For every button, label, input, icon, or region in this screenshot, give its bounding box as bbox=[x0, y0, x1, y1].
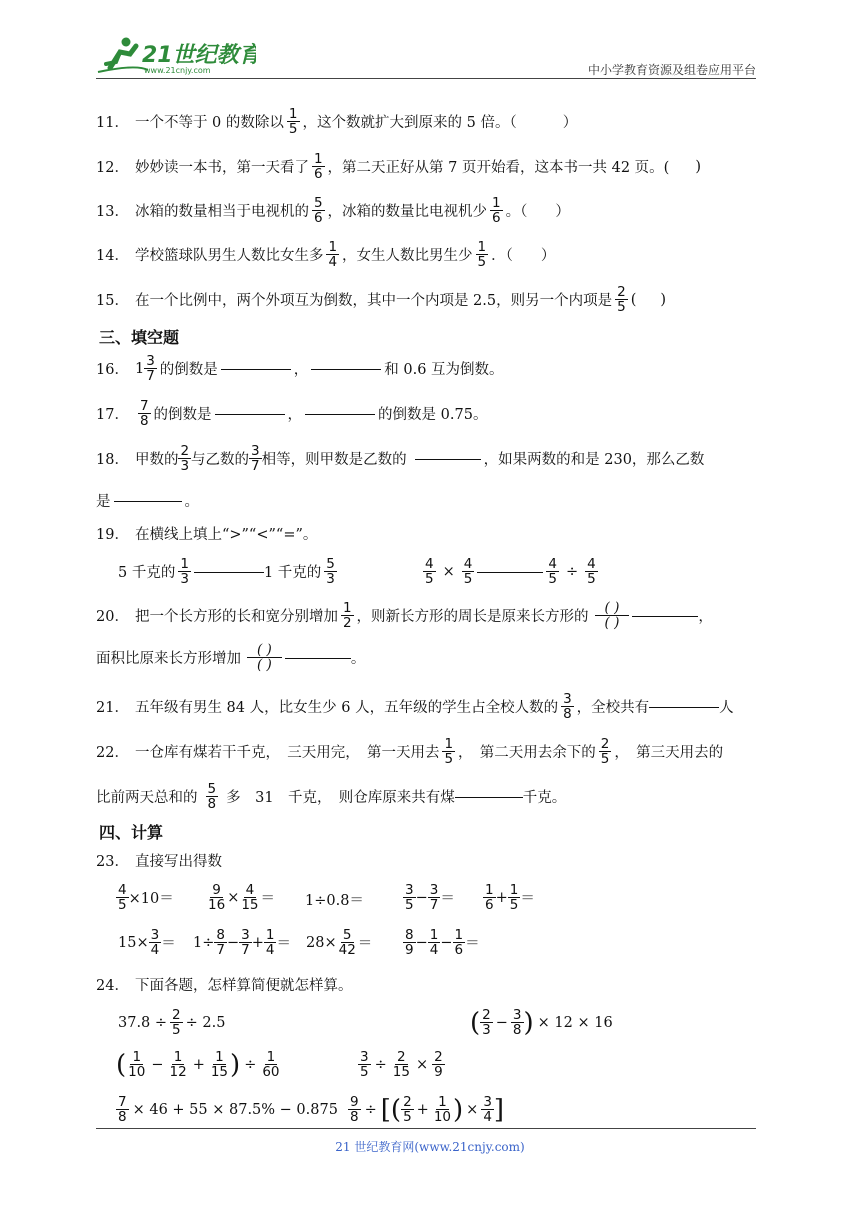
platform-name: 中小学教育资源及组卷应用平台 bbox=[587, 63, 756, 77]
site-logo bbox=[96, 34, 256, 78]
section-calculation: 四、计算 bbox=[99, 823, 164, 842]
question-11: 11． 一个不等于 0 的数除以 $\frac{1}{5}$ ，这个数就扩大到原来的 5 倍。（ ） bbox=[96, 106, 578, 138]
question-21: 21． 五年级有男生 84 人，比女生少 6 人，五年级的学生占全校人数的 $\frac{3}{8}$ ，全校共有 人 bbox=[96, 691, 734, 723]
q24-expr-2: ( $\frac{2}{3}$ − $\frac{3}{8}$ ) × 12 × 16 bbox=[470, 1007, 613, 1039]
question-19-part2: $\frac{4}{5}$ × $\frac{4}{5}$ $\frac{4}{5}$ ÷ $\frac{4}{5}$ bbox=[425, 556, 596, 588]
question-17: 17． $\frac{7}{8}$ 的倒数是 ， 的倒数是 0.75。 bbox=[96, 398, 488, 430]
question-23: 23． 直接写出得数 bbox=[96, 854, 222, 870]
question-18: 18． 甲数的 $\frac{2}{3}$ 与乙数的 $\frac{3}{7}$ 相等，则甲数是乙数的 ，如果两数的和是 230，那么乙数 bbox=[96, 443, 705, 475]
question-19: 19． 在横线上填上“>”“<”“=”。 bbox=[96, 527, 318, 543]
q23-item-3: 1÷0.8＝ bbox=[305, 893, 364, 909]
question-24: 24． 下面各题，怎样算简便就怎样算。 bbox=[96, 978, 353, 994]
q23-item-8: 28× $\frac{5}{42}$ ＝ bbox=[306, 927, 373, 959]
q23-item-5: $\frac{1}{6}$ + $\frac{1}{5}$ ＝ bbox=[485, 882, 535, 914]
question-15: 15． 在一个比例中，两个外项互为倒数，其中一个内项是 2.5，则另一个内项是 $\frac{2}{5}$ ( ) bbox=[96, 284, 667, 316]
question-20: 20． 把一个长方形的长和宽分别增加 $\frac{1}{2}$ ，则新长方形的周长是原来长方形的 $\frac{( )}{( )}$ ， bbox=[96, 600, 713, 632]
q24-expr-4: $\frac{3}{5}$ ÷ $\frac{2}{15}$ × $\frac{2}{9}$ bbox=[360, 1049, 443, 1081]
q23-item-4: $\frac{3}{5}$ − $\frac{3}{7}$ ＝ bbox=[405, 882, 455, 914]
q23-item-9: $\frac{8}{9}$ − $\frac{1}{4}$ − $\frac{1}{6}$ ＝ bbox=[405, 927, 480, 959]
header-rule bbox=[96, 78, 756, 79]
question-20-cont: 面积比原来长方形增加 $\frac{( )}{( )}$ 。 bbox=[96, 642, 366, 674]
question-22-cont: 比前两天总和的 $\frac{5}{8}$ 多 31 千克， 则仓库原来共有煤 千克。 bbox=[96, 781, 567, 813]
question-12: 12． 妙妙读一本书，第一天看了 $\frac{1}{6}$ ，第二天正好从第 7 页开始看，这本书一共 42 页。( ) bbox=[96, 151, 701, 183]
question-18-cont: 是 。 bbox=[96, 494, 199, 510]
q23-item-1: $\frac{4}{5}$ ×10＝ bbox=[118, 882, 174, 914]
q24-expr-5: $\frac{7}{8}$ × 46 + 55 × 87.5% − 0.875 bbox=[118, 1094, 338, 1126]
question-22: 22． 一仓库有煤若干千克， 三天用完， 第一天用去 $\frac{1}{5}$ ， 第二天用去余下的 $\frac{2}{5}$ ， 第三天用去的 bbox=[96, 736, 724, 768]
section-fill-in: 三、填空题 bbox=[99, 328, 180, 347]
q24-expr-6: $\frac{9}{8}$ ÷ [ ( $\frac{2}{5}$ + $\frac{1}{10}$ ) × $\frac{3}{4}$ ] bbox=[350, 1094, 505, 1126]
footer-text: 21 世纪教育网(www.21cnjy.com) bbox=[335, 1140, 525, 1154]
svg-text:www.21cnjy.com: www.21cnjy.com bbox=[144, 66, 211, 75]
question-16: 16． 1 $\frac{3}{7}$ 的倒数是 ， 和 0.6 互为倒数。 bbox=[96, 353, 504, 385]
footer-rule bbox=[96, 1128, 756, 1129]
question-13: 13． 冰箱的数量相当于电视机的 $\frac{5}{6}$ ，冰箱的数量比电视机少 $\frac{1}{6}$ 。（ ） bbox=[96, 195, 570, 227]
q23-item-7: 1÷ $\frac{8}{7}$ − $\frac{3}{7}$ + $\frac{1}{4}$ ＝ bbox=[193, 927, 291, 959]
svg-text:21世纪教育: 21世纪教育 bbox=[142, 43, 256, 68]
q24-expr-3: ( $\frac{1}{10}$ − $\frac{1}{12}$ + $\frac{1}{15}$ ) ÷ $\frac{1}{60}$ bbox=[116, 1049, 280, 1081]
q24-expr-1: 37.8 ÷ $\frac{2}{5}$ ÷ 2.5 bbox=[118, 1007, 226, 1039]
question-19-part1: 5 千克的 $\frac{1}{3}$ 1 千克的 $\frac{5}{3}$ bbox=[118, 556, 335, 588]
q23-item-6: 15× $\frac{3}{4}$ ＝ bbox=[118, 927, 176, 959]
q23-item-2: $\frac{9}{16}$ × $\frac{4}{15}$ ＝ bbox=[208, 882, 276, 914]
question-14: 14． 学校篮球队男生人数比女生多 $\frac{1}{4}$ ，女生人数比男生少 $\frac{1}{5}$ ．（ ） bbox=[96, 239, 556, 271]
